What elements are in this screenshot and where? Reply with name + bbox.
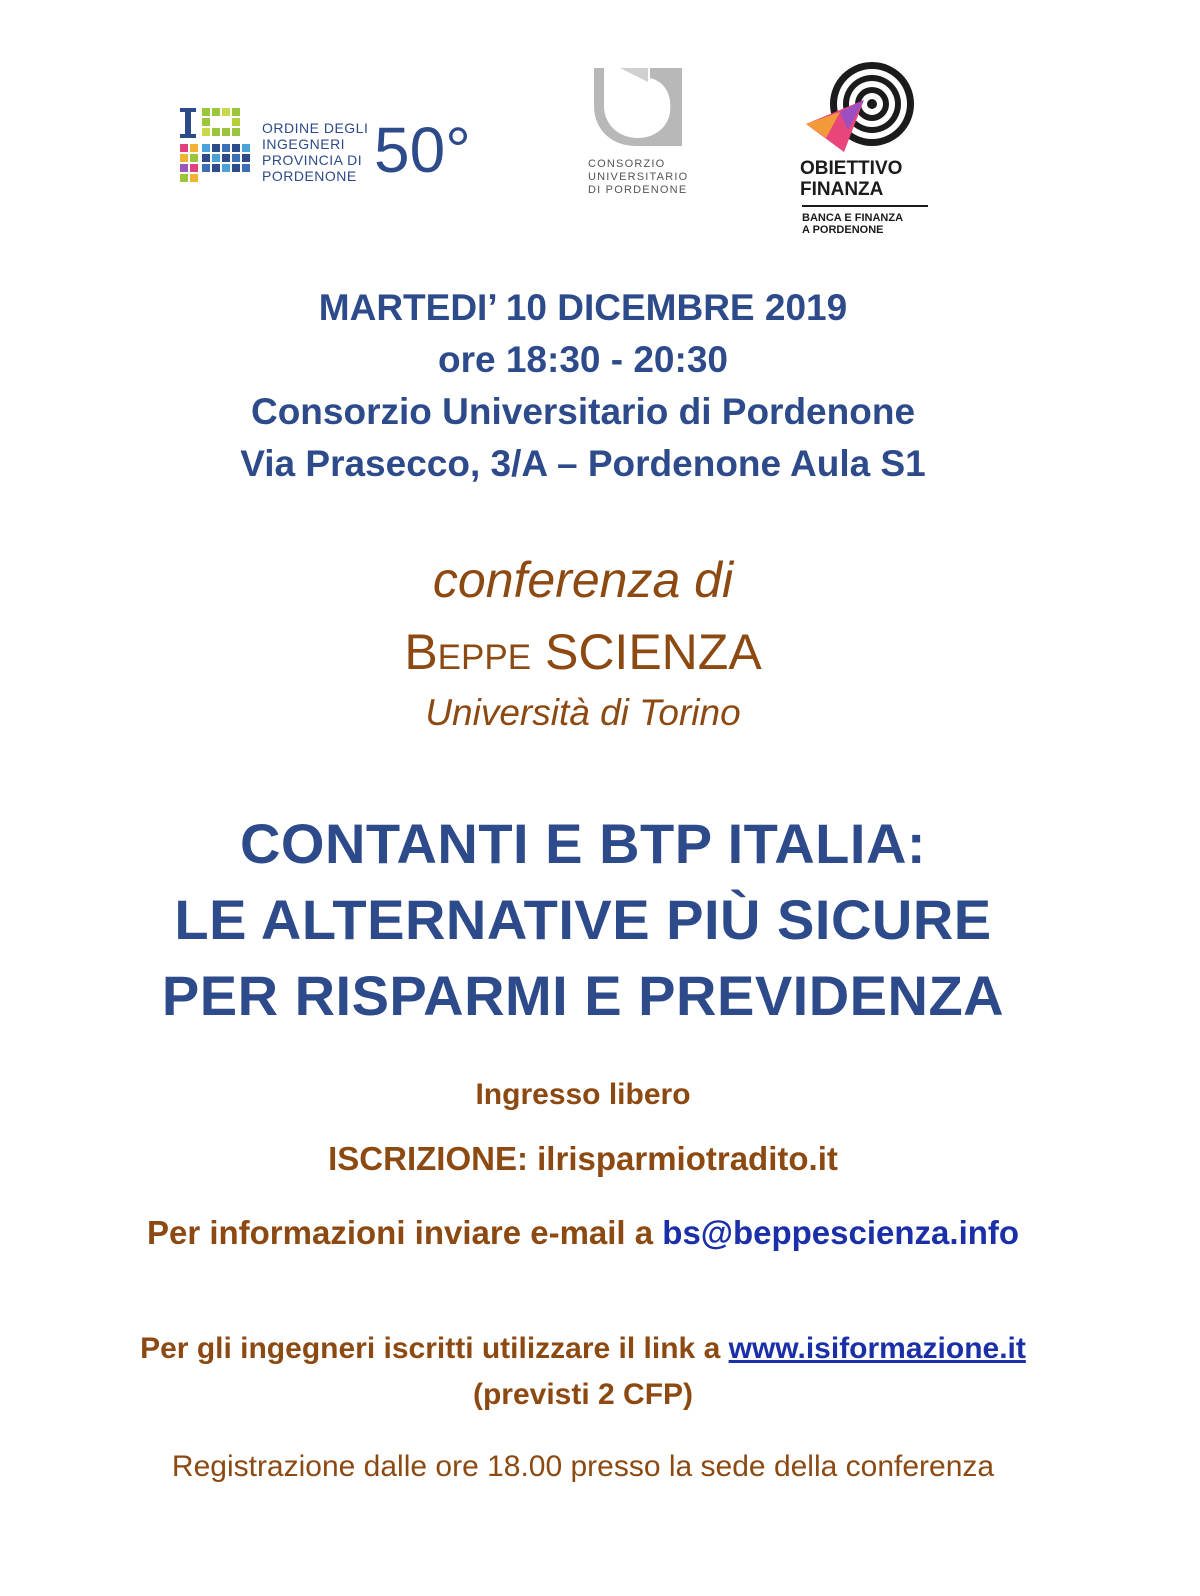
event-venue: Consorzio Universitario di Pordenone	[250, 391, 916, 432]
event-address: Via Prasecco, 3/A – Pordenone Aula S1	[240, 443, 926, 484]
consorzio-line-1: CONSORZIO	[588, 158, 666, 170]
info-email[interactable]: bs@beppescienza.info	[662, 1214, 1020, 1251]
consorzio-emblem-icon	[590, 66, 686, 150]
ordine-text	[262, 120, 368, 184]
speaker-last-name: SCIENZA	[544, 624, 762, 680]
obiettivo-sub-line-2: A PORDENONE	[802, 224, 884, 236]
speaker-first-name: Beppe	[404, 624, 532, 680]
event-time: ore 18:30 - 20:30	[437, 339, 728, 380]
obiettivo-subtitle	[802, 212, 903, 236]
registration-line	[0, 1136, 1166, 1182]
ordine-ingegneri-logo	[178, 100, 498, 190]
talk-title-line-3: PER RISPARMI E PREVIDENZA	[161, 964, 1005, 1027]
info-line	[0, 1210, 1166, 1256]
obiettivo-line-2: FINANZA	[800, 179, 884, 200]
speaker-intro: conferenza di	[432, 552, 734, 608]
obiettivo-line-1: OBIETTIVO	[800, 158, 903, 179]
ordine-line-1: ORDINE DEGLI	[262, 120, 369, 136]
speaker-name	[0, 622, 1166, 682]
ordine-mosaic-icon	[178, 106, 254, 184]
engineers-label: Per gli ingegneri iscritti utilizzare il link a	[140, 1332, 721, 1365]
obiettivo-divider	[802, 205, 928, 207]
registration-time: Registrazione dalle ore 18.00 presso la sede della conferenza	[171, 1450, 995, 1483]
isiformazione-link[interactable]: www.isiformazione.it	[728, 1332, 1026, 1365]
engineers-line	[0, 1328, 1166, 1370]
logos-header	[0, 60, 1200, 250]
target-icon	[804, 60, 924, 156]
speaker-affiliation: Università di Torino	[425, 692, 741, 733]
consorzio-line-3: DI PORDENONE	[588, 184, 688, 196]
talk-title-line-2: LE ALTERNATIVE PIÙ SICURE	[174, 888, 992, 951]
cfp-note: (previsti 2 CFP)	[472, 1378, 694, 1411]
ordine-line-2: INGEGNERI	[262, 136, 346, 152]
obiettivo-finanza-logo	[800, 60, 950, 250]
talk-title-line-1: CONTANTI E BTP ITALIA:	[239, 812, 927, 875]
anniversary-50: 50°	[374, 114, 471, 186]
registration-label: ISCRIZIONE:	[328, 1140, 528, 1177]
free-entry: Ingresso libero	[475, 1078, 691, 1111]
registration-site[interactable]: ilrisparmiotradito.it	[537, 1140, 838, 1177]
event-date: MARTEDI’ 10 DICEMBRE 2019	[318, 287, 848, 328]
ordine-line-3: PROVINCIA DI	[262, 152, 363, 168]
consorzio-line-2: UNIVERSITARIO	[588, 171, 689, 183]
consorzio-logo	[588, 66, 698, 206]
ordine-line-4: PORDENONE	[262, 168, 357, 184]
obiettivo-sub-line-1: BANCA E FINANZA	[802, 212, 904, 224]
consorzio-text	[588, 158, 698, 197]
info-label: Per informazioni inviare e-mail a	[146, 1214, 654, 1251]
obiettivo-title	[800, 158, 902, 200]
